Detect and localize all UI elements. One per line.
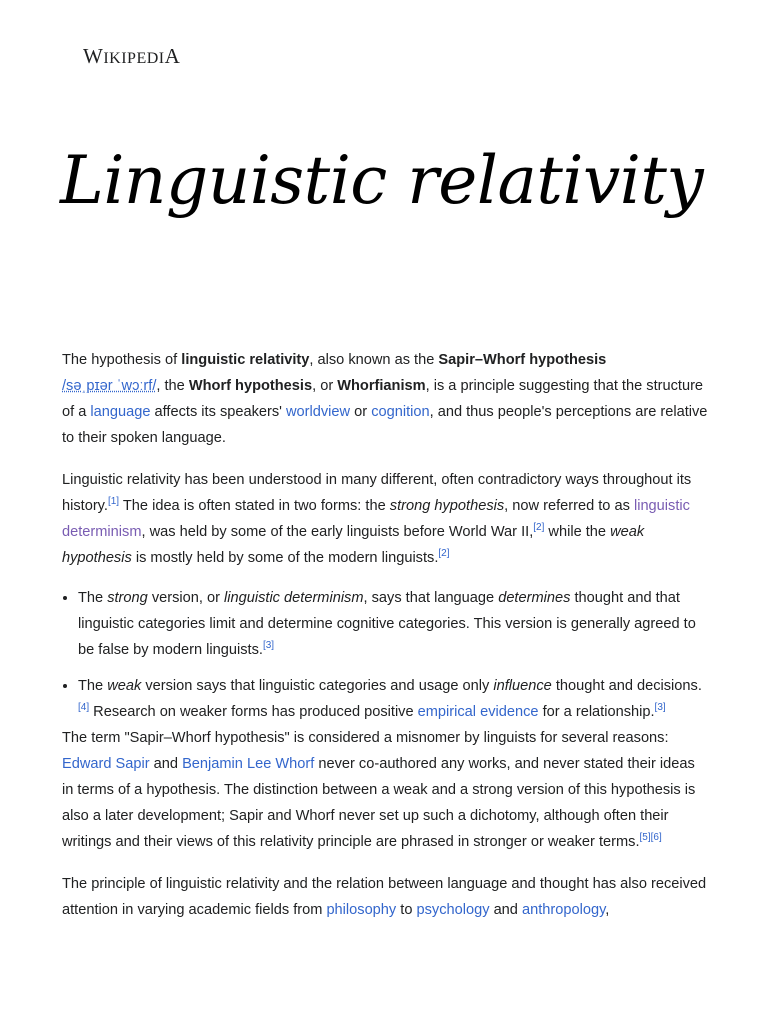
- italic-term: weak hypothesis: [62, 524, 645, 566]
- text: The term "Sapir–Whorf hypothesis" is considered a misnomer by linguists for several reasons:: [62, 730, 669, 746]
- link-benjamin-lee-whorf[interactable]: Benjamin Lee Whorf: [182, 756, 315, 772]
- italic-term: strong hypothesis: [389, 498, 505, 514]
- text: ,: [605, 902, 610, 918]
- text: , also known as the: [309, 352, 439, 368]
- text: version says that linguistic categories and usage only: [141, 678, 494, 694]
- text: , was held by some of the early linguists before World War II,: [141, 524, 534, 540]
- citation-link[interactable]: [2]: [533, 522, 545, 534]
- link-cognition[interactable]: cognition: [371, 404, 430, 420]
- text: for a relationship.: [538, 704, 655, 720]
- text: never co-authored any works, and never stated their ideas in terms of a hypothesis. The distinction between a weak and a strong version of this hypothesis is also a later development; Sapir and Whorf never set up such a dichotomy, although often their writings and their views of this relativity principle are phrased in stronger or weaker terms.: [62, 756, 696, 850]
- wordmark-final: A: [164, 44, 181, 68]
- text: or: [350, 404, 372, 420]
- text: is mostly held by some of the modern linguists.: [131, 550, 439, 566]
- bold-term-whorf-hypothesis: Whorf hypothesis: [188, 378, 313, 394]
- bold-term-whorfianism: Whorfianism: [337, 378, 426, 394]
- ipa-pronunciation-link[interactable]: /səˌpɪər ˈwɔːrf/: [62, 378, 157, 394]
- citation-link[interactable]: [5]: [639, 832, 651, 844]
- italic-term: weak: [107, 678, 142, 694]
- citation-link[interactable]: [2]: [438, 548, 450, 560]
- list-item-strong-version: [78, 585, 708, 663]
- list-item-weak-version: [78, 673, 708, 725]
- link-language[interactable]: language: [90, 404, 151, 420]
- italic-term: strong: [107, 590, 148, 606]
- bold-term-linguistic-relativity: linguistic relativity: [181, 352, 310, 368]
- link-edward-sapir[interactable]: Edward Sapir: [62, 756, 150, 772]
- link-psychology[interactable]: psychology: [416, 902, 490, 918]
- citation-link[interactable]: [1]: [107, 496, 120, 508]
- text: The hypothesis of: [62, 352, 182, 368]
- text: to: [396, 902, 417, 918]
- link-empirical-evidence[interactable]: empirical evidence: [417, 704, 539, 720]
- citation-link[interactable]: [4]: [78, 702, 90, 714]
- text: The: [78, 678, 108, 694]
- citation-link[interactable]: [6]: [650, 832, 662, 844]
- citation-link[interactable]: [3]: [654, 702, 666, 714]
- italic-term: determines: [498, 590, 571, 606]
- link-anthropology[interactable]: anthropology: [521, 902, 606, 918]
- wordmark-initial: W: [83, 44, 104, 68]
- fields-paragraph: [62, 871, 708, 923]
- citation-link[interactable]: [3]: [262, 640, 275, 652]
- italic-term: influence: [493, 678, 552, 694]
- article-body: [62, 347, 708, 939]
- intro-paragraph: [62, 347, 708, 451]
- text: , is a principle suggesting that the structure of a: [62, 378, 704, 420]
- text: while the: [544, 524, 611, 540]
- text: affects its speakers': [150, 404, 287, 420]
- text: The idea is often stated in two forms: the: [119, 498, 390, 514]
- link-linguistic-determinism[interactable]: linguistic determinism: [62, 498, 690, 540]
- wordmark-middle: IKIPEDI: [103, 50, 165, 67]
- text: and: [489, 902, 522, 918]
- italic-term: linguistic determinism: [224, 590, 364, 606]
- text: , and thus people's perceptions are relative to their spoken language.: [62, 404, 708, 446]
- text: , says that language: [363, 590, 499, 606]
- text: , now referred to as: [504, 498, 634, 514]
- link-worldview[interactable]: worldview: [286, 404, 351, 420]
- bold-term-sapir-whorf: Sapir–Whorf hypothesis: [438, 352, 607, 368]
- text: version, or: [147, 590, 225, 606]
- text: thought and that linguistic categories limit and determine cognitive categories. This version is generally agreed to be false by modern linguists.: [78, 590, 696, 658]
- wikipedia-wordmark[interactable]: [83, 44, 180, 69]
- misnomer-paragraph: [62, 725, 708, 855]
- text: , the: [156, 378, 189, 394]
- history-paragraph: [62, 467, 708, 571]
- text: Research on weaker forms has produced positive: [89, 704, 418, 720]
- page-title: Linguistic relativity: [60, 142, 704, 219]
- text: The principle of linguistic relativity and the relation between language and thought has also received attention in varying academic fields from: [62, 876, 707, 918]
- text: Linguistic relativity has been understood in many different, often contradictory ways throughout its history.: [62, 472, 692, 514]
- text: The: [78, 590, 108, 606]
- hypothesis-versions-list: [62, 585, 708, 725]
- text: , or: [312, 378, 338, 394]
- link-philosophy[interactable]: philosophy: [326, 902, 397, 918]
- text: thought and decisions.: [551, 678, 702, 694]
- text: and: [149, 756, 183, 772]
